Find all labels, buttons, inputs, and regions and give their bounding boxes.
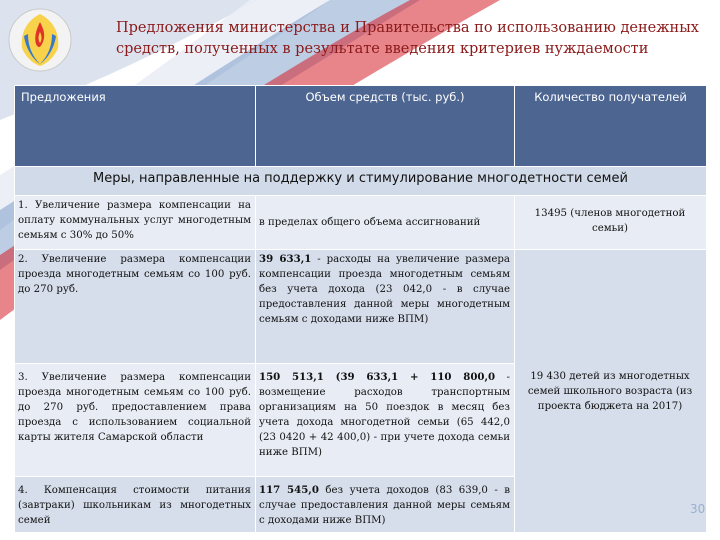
amount-cell [256, 477, 515, 533]
column-header-recipients: Количество получателей [515, 86, 707, 167]
column-header-amount: Объем средств (тыс. руб.) [256, 86, 515, 167]
amount-text: без учета доходов (83 639,0 - в случае предоставления данной меры семьям с доходами ниже ВПМ) [259, 485, 511, 526]
proposals-table [14, 85, 707, 533]
section-title: Меры, направленные на поддержку и стимулирование многодетности семей [15, 167, 707, 196]
table-header-row [15, 86, 707, 167]
amount-bold: 39 633,1 [259, 253, 312, 265]
amount-bold: 150 513,1 (39 633,1 + 110 800,0 [259, 371, 496, 383]
proposal-cell: 3. Увеличение размера компенсации проезда многодетным семьям со 100 руб. до 270 руб. предоставлением права проезда с использованием социальной карты жителя Самарской области [15, 364, 256, 477]
proposal-cell: 4. Компенсация стоимости питания (завтраки) школьникам из многодетных семей [15, 477, 256, 533]
proposal-cell: 1. Увеличение размера компенсации на оплату коммунальных услуг многодетным семьям с 30% до 50% [15, 196, 256, 250]
merged-recipients-cell: 19 430 детей из многодетных семей школьного возраста (из проекта бюджета на 2017) [515, 250, 707, 533]
amount-cell: в пределах общего объема ассигнований [256, 196, 515, 250]
table-row [15, 196, 707, 250]
page-number: 30 [690, 502, 706, 516]
proposal-cell: 2. Увеличение размера компенсации проезда многодетным семьям со 100 руб. до 270 руб. [15, 250, 256, 364]
amount-text: - возмещение расходов транспортным организациям на 50 поездок в месяц без учета дохода многодетной семьи (65 442,0 (23 0420 + 42 400,0) - при учете дохода семьи ниже ВПМ) [259, 372, 511, 458]
title-line-1: Предложения министерства и Правительства по использованию денежных [116, 20, 699, 36]
amount-cell [256, 250, 515, 364]
emblem-logo [6, 6, 74, 74]
section-row [15, 167, 707, 196]
amount-text: - расходы на увеличение размера компенсации проезда многодетным семьям без учета дохода (23 042,0 - в случае предоставления данной меры многодетным семьям с доходами ниже ВПМ) [259, 254, 510, 325]
table-row [15, 250, 707, 364]
amount-bold: 117 545,0 [259, 484, 319, 496]
page-title [116, 18, 706, 60]
recipients-cell: 13495 (членов многодетной семьи) [515, 196, 707, 250]
title-line-2: средств, полученных в результате введения критериев нуждаемости [116, 41, 649, 57]
amount-cell [256, 364, 515, 477]
column-header-proposals: Предложения [15, 86, 256, 167]
